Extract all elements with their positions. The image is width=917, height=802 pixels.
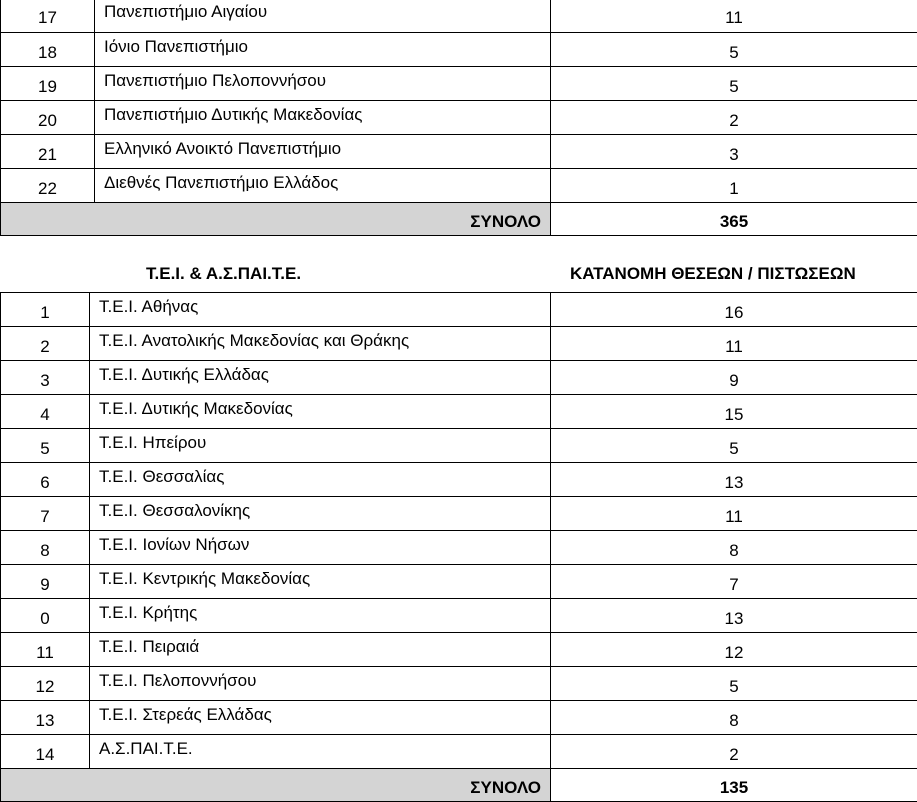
- institution-name: Τ.Ε.Ι. Πειραιά: [90, 633, 551, 667]
- row-number: 13: [1, 701, 90, 735]
- institution-name: Τ.Ε.Ι. Ιονίων Νήσων: [90, 531, 551, 565]
- table-row: [1, 33, 917, 67]
- table-row: [1, 327, 917, 361]
- institution-name: Τ.Ε.Ι. Ανατολικής Μακεδονίας και Θράκης: [90, 327, 551, 361]
- allocation-value: 8: [551, 701, 917, 735]
- total-row: [1, 769, 917, 802]
- institution-name: Ιόνιο Πανεπιστήμιο: [95, 33, 551, 67]
- table-row: [1, 531, 917, 565]
- allocation-value: 5: [551, 67, 917, 101]
- allocation-value: 15: [551, 395, 917, 429]
- allocation-value: 5: [551, 33, 917, 67]
- institution-name: Πανεπιστήμιο Αιγαίου: [95, 0, 551, 33]
- allocation-value: 12: [551, 633, 917, 667]
- table-row: [1, 361, 917, 395]
- allocation-column-header: ΚΑΤΑΝΟΜΗ ΘΕΣΕΩΝ / ΠΙΣΤΩΣΕΩΝ: [570, 264, 856, 283]
- row-number: 7: [1, 497, 90, 531]
- row-number: 22: [1, 169, 95, 203]
- institution-name: Πανεπιστήμιο Δυτικής Μακεδονίας: [95, 101, 551, 135]
- institution-name: Πανεπιστήμιο Πελοποννήσου: [95, 67, 551, 101]
- institution-name: Τ.Ε.Ι. Στερεάς Ελλάδας: [90, 701, 551, 735]
- row-number: 6: [1, 463, 90, 497]
- table-row: [1, 169, 917, 203]
- allocation-value: 2: [551, 735, 917, 769]
- row-number: 14: [1, 735, 90, 769]
- allocation-value: 5: [551, 429, 917, 463]
- table-row: [1, 429, 917, 463]
- institution-name: Τ.Ε.Ι. Κρήτης: [90, 599, 551, 633]
- allocation-value: 9: [551, 361, 917, 395]
- table-row: [1, 667, 917, 701]
- row-number: 3: [1, 361, 90, 395]
- total-value: 365: [551, 203, 917, 236]
- allocation-value: 11: [551, 327, 917, 361]
- allocation-value: 2: [551, 101, 917, 135]
- tei-table: [0, 292, 917, 802]
- allocation-value: 7: [551, 565, 917, 599]
- total-label: ΣΥΝΟΛΟ: [1, 769, 551, 802]
- allocation-value: 13: [551, 463, 917, 497]
- table-row: [1, 395, 917, 429]
- total-value: 135: [551, 769, 917, 802]
- institution-name: Ελληνικό Ανοικτό Πανεπιστήμιο: [95, 135, 551, 169]
- universities-table: [0, 0, 917, 236]
- total-label: ΣΥΝΟΛΟ: [1, 203, 551, 236]
- institution-name: Τ.Ε.Ι. Πελοποννήσου: [90, 667, 551, 701]
- row-number: 11: [1, 633, 90, 667]
- table-row: [1, 565, 917, 599]
- allocation-value: 3: [551, 135, 917, 169]
- table-row: [1, 67, 917, 101]
- institution-name: Τ.Ε.Ι. Θεσσαλονίκης: [90, 497, 551, 531]
- row-number: 9: [1, 565, 90, 599]
- table-row: [1, 0, 917, 33]
- table-row: [1, 497, 917, 531]
- row-number: 18: [1, 33, 95, 67]
- row-number: 1: [1, 293, 90, 327]
- table-row: [1, 633, 917, 667]
- allocation-value: 8: [551, 531, 917, 565]
- row-number: 5: [1, 429, 90, 463]
- allocation-value: 1: [551, 169, 917, 203]
- table-row: [1, 599, 917, 633]
- institution-name: Α.Σ.ΠΑΙ.Τ.Ε.: [90, 735, 551, 769]
- institution-name: Διεθνές Πανεπιστήμιο Ελλάδος: [95, 169, 551, 203]
- tei-table-header: [0, 258, 917, 290]
- row-number: 17: [1, 0, 95, 33]
- table-row: [1, 293, 917, 327]
- institution-name: Τ.Ε.Ι. Δυτικής Μακεδονίας: [90, 395, 551, 429]
- total-row: [1, 203, 917, 236]
- table-row: [1, 701, 917, 735]
- institution-name: Τ.Ε.Ι. Αθήνας: [90, 293, 551, 327]
- allocation-value: 11: [551, 497, 917, 531]
- institution-name: Τ.Ε.Ι. Θεσσαλίας: [90, 463, 551, 497]
- allocation-value: 16: [551, 293, 917, 327]
- row-number: 0: [1, 599, 90, 633]
- allocation-value: 5: [551, 667, 917, 701]
- allocation-value: 13: [551, 599, 917, 633]
- row-number: 20: [1, 101, 95, 135]
- row-number: 19: [1, 67, 95, 101]
- row-number: 2: [1, 327, 90, 361]
- row-number: 21: [1, 135, 95, 169]
- institution-name: Τ.Ε.Ι. Ηπείρου: [90, 429, 551, 463]
- row-number: 8: [1, 531, 90, 565]
- table-row: [1, 101, 917, 135]
- table-row: [1, 463, 917, 497]
- table-row: [1, 735, 917, 769]
- allocation-value: 11: [551, 0, 917, 33]
- row-number: 12: [1, 667, 90, 701]
- table-row: [1, 135, 917, 169]
- institution-name: Τ.Ε.Ι. Κεντρικής Μακεδονίας: [90, 565, 551, 599]
- institution-name: Τ.Ε.Ι. Δυτικής Ελλάδας: [90, 361, 551, 395]
- institution-column-header: Τ.Ε.Ι. & Α.Σ.ΠΑΙ.Τ.Ε.: [146, 264, 302, 283]
- row-number: 4: [1, 395, 90, 429]
